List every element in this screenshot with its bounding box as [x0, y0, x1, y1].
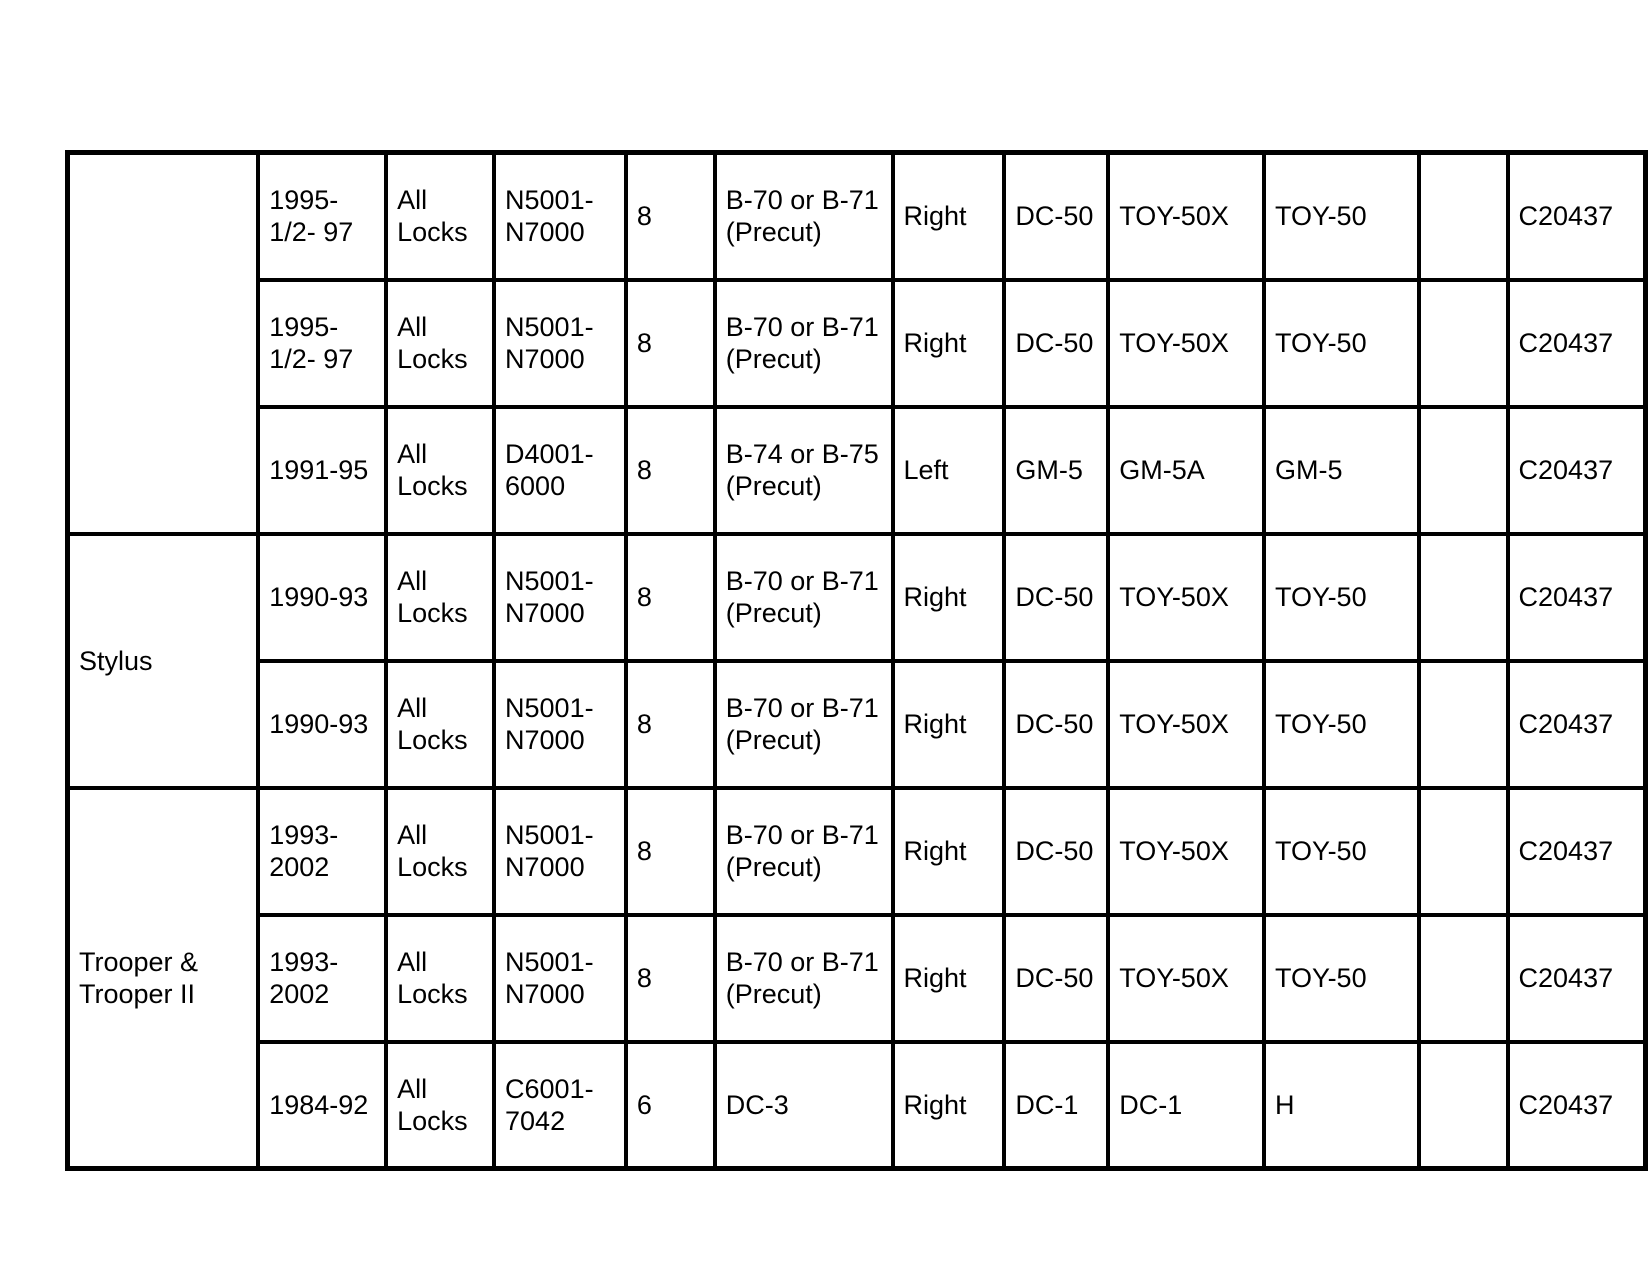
- alt-card-cell: TOY-50X: [1108, 661, 1264, 788]
- cuts-cell: 8: [626, 153, 715, 280]
- blank-col-cell: [1419, 661, 1508, 788]
- alt-card-cell: TOY-50X: [1108, 534, 1264, 661]
- lock-type-cell: All Locks: [386, 407, 494, 534]
- cuts-cell: 8: [626, 534, 715, 661]
- blank-col-cell: [1419, 1042, 1508, 1169]
- cuts-cell: 8: [626, 915, 715, 1042]
- alt-card-cell: TOY-50X: [1108, 915, 1264, 1042]
- cuts-cell: 8: [626, 407, 715, 534]
- code-card-cell: TOY-50: [1264, 280, 1419, 407]
- part-number-cell: C20437: [1508, 407, 1646, 534]
- table-row: [68, 534, 1646, 661]
- card-cell: DC-50: [1004, 280, 1108, 407]
- blank-col-cell: [1419, 153, 1508, 280]
- cuts-cell: 8: [626, 661, 715, 788]
- code-card-cell: TOY-50: [1264, 661, 1419, 788]
- lock-type-cell: All Locks: [386, 788, 494, 915]
- key-blank-cell: B-70 or B-71 (Precut): [715, 915, 893, 1042]
- code-series-cell: N5001- N7000: [494, 153, 626, 280]
- key-blank-cell: B-70 or B-71 (Precut): [715, 788, 893, 915]
- card-cell: DC-50: [1004, 661, 1108, 788]
- direction-cell: Right: [893, 280, 1005, 407]
- card-cell: DC-1: [1004, 1042, 1108, 1169]
- code-card-cell: GM-5: [1264, 407, 1419, 534]
- direction-cell: Left: [893, 407, 1005, 534]
- direction-cell: Right: [893, 661, 1005, 788]
- part-number-cell: C20437: [1508, 661, 1646, 788]
- code-card-cell: TOY-50: [1264, 534, 1419, 661]
- card-cell: GM-5: [1004, 407, 1108, 534]
- key-blank-cell: B-70 or B-71 (Precut): [715, 153, 893, 280]
- direction-cell: Right: [893, 153, 1005, 280]
- lock-type-cell: All Locks: [386, 1042, 494, 1169]
- part-number-cell: C20437: [1508, 915, 1646, 1042]
- alt-card-cell: GM-5A: [1108, 407, 1264, 534]
- code-series-cell: N5001- N7000: [494, 915, 626, 1042]
- blank-col-cell: [1419, 788, 1508, 915]
- cuts-cell: 8: [626, 280, 715, 407]
- model-cell: [68, 153, 259, 534]
- table-row: [68, 788, 1646, 915]
- key-blank-cell: B-70 or B-71 (Precut): [715, 661, 893, 788]
- code-card-cell: H: [1264, 1042, 1419, 1169]
- part-number-cell: C20437: [1508, 788, 1646, 915]
- code-series-cell: C6001- 7042: [494, 1042, 626, 1169]
- lock-type-cell: All Locks: [386, 534, 494, 661]
- year-cell: 1991-95: [258, 407, 386, 534]
- part-number-cell: C20437: [1508, 1042, 1646, 1169]
- direction-cell: Right: [893, 534, 1005, 661]
- table-row: [68, 661, 1646, 788]
- lock-type-cell: All Locks: [386, 153, 494, 280]
- code-card-cell: TOY-50: [1264, 915, 1419, 1042]
- code-series-cell: N5001- N7000: [494, 280, 626, 407]
- card-cell: DC-50: [1004, 534, 1108, 661]
- card-cell: DC-50: [1004, 153, 1108, 280]
- year-cell: 1984-92: [258, 1042, 386, 1169]
- direction-cell: Right: [893, 915, 1005, 1042]
- lock-type-cell: All Locks: [386, 915, 494, 1042]
- lock-type-cell: All Locks: [386, 280, 494, 407]
- year-cell: 1995- 1/2- 97: [258, 153, 386, 280]
- table-row: [68, 407, 1646, 534]
- direction-cell: Right: [893, 788, 1005, 915]
- table-row: [68, 1042, 1646, 1169]
- blank-col-cell: [1419, 534, 1508, 661]
- blank-col-cell: [1419, 280, 1508, 407]
- key-blank-cell: B-70 or B-71 (Precut): [715, 280, 893, 407]
- model-cell: Trooper & Trooper II: [68, 788, 259, 1169]
- alt-card-cell: DC-1: [1108, 1042, 1264, 1169]
- year-cell: 1995- 1/2- 97: [258, 280, 386, 407]
- code-series-cell: D4001- 6000: [494, 407, 626, 534]
- alt-card-cell: TOY-50X: [1108, 788, 1264, 915]
- part-number-cell: C20437: [1508, 153, 1646, 280]
- code-card-cell: TOY-50: [1264, 153, 1419, 280]
- year-cell: 1990-93: [258, 661, 386, 788]
- direction-cell: Right: [893, 1042, 1005, 1169]
- code-series-cell: N5001- N7000: [494, 661, 626, 788]
- cuts-cell: 6: [626, 1042, 715, 1169]
- table-row: [68, 280, 1646, 407]
- alt-card-cell: TOY-50X: [1108, 280, 1264, 407]
- table-row: [68, 915, 1646, 1042]
- cuts-cell: 8: [626, 788, 715, 915]
- year-cell: 1993- 2002: [258, 915, 386, 1042]
- key-code-table: [65, 150, 1648, 1171]
- card-cell: DC-50: [1004, 915, 1108, 1042]
- blank-col-cell: [1419, 915, 1508, 1042]
- code-card-cell: TOY-50: [1264, 788, 1419, 915]
- code-series-cell: N5001- N7000: [494, 788, 626, 915]
- key-blank-cell: B-70 or B-71 (Precut): [715, 534, 893, 661]
- code-series-cell: N5001- N7000: [494, 534, 626, 661]
- blank-col-cell: [1419, 407, 1508, 534]
- lock-type-cell: All Locks: [386, 661, 494, 788]
- alt-card-cell: TOY-50X: [1108, 153, 1264, 280]
- card-cell: DC-50: [1004, 788, 1108, 915]
- part-number-cell: C20437: [1508, 280, 1646, 407]
- part-number-cell: C20437: [1508, 534, 1646, 661]
- model-cell: Stylus: [68, 534, 259, 788]
- key-blank-cell: DC-3: [715, 1042, 893, 1169]
- key-blank-cell: B-74 or B-75 (Precut): [715, 407, 893, 534]
- year-cell: 1993- 2002: [258, 788, 386, 915]
- year-cell: 1990-93: [258, 534, 386, 661]
- table-row: [68, 153, 1646, 280]
- table-body: [68, 153, 1646, 1169]
